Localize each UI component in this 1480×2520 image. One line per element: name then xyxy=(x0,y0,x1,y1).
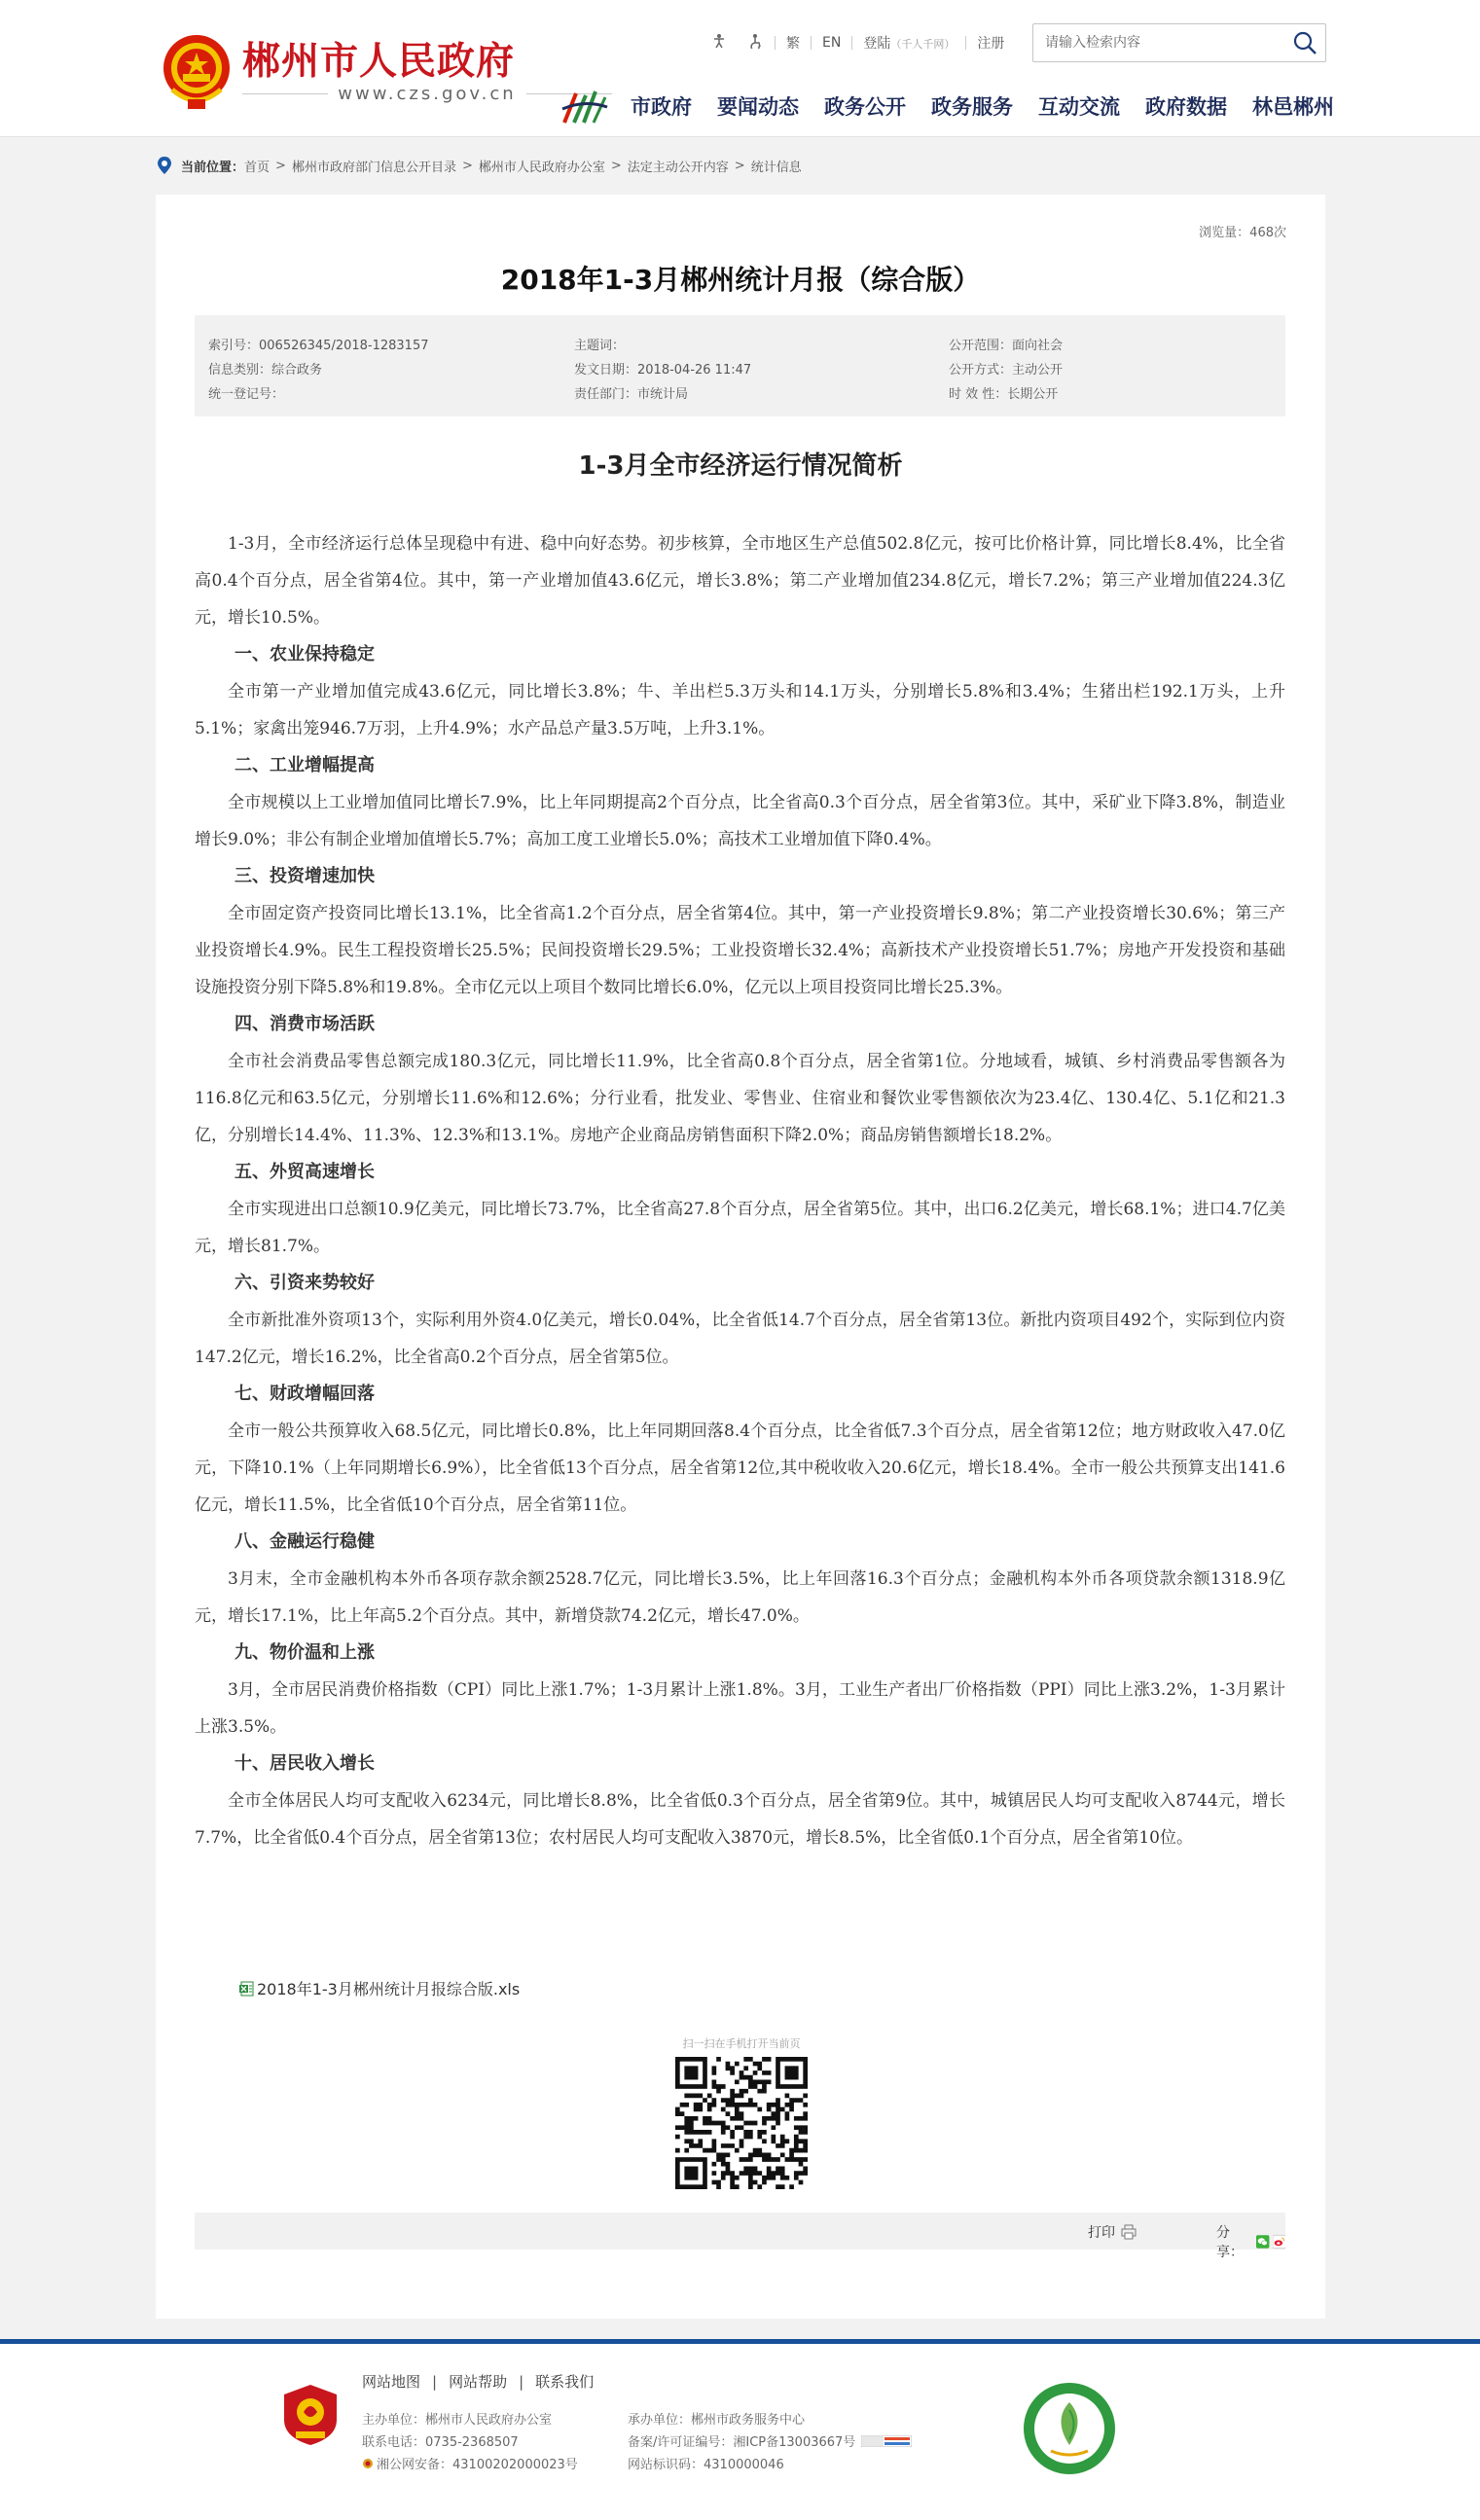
site-name: 郴州市人民政府 xyxy=(242,39,516,84)
nav-city-government[interactable]: 市政府 xyxy=(631,95,692,119)
search-icon[interactable] xyxy=(1292,30,1318,55)
paragraph-intro: 1-3月，全市经济运行总体呈现稳中有进、稳中向好态势。初步核算，全市地区生产总值502.8亿元，按可比价格计算，同比增长8.4%，比全省高0.4个百分点，居全省第4位。其中，第一产业增加值43.6亿元，增长3.8%；第二产业增加值234.8亿元，增长7.2%；第三产业增加值224.3亿元，增长10.5%。 xyxy=(195,534,1285,628)
traditional-chinese-link[interactable]: 繁 xyxy=(786,36,800,52)
footer-link-help[interactable]: 网站帮助 xyxy=(449,2373,508,2391)
paragraph: 全市全体居民人均可支配收入6234元，同比增长8.8%，比全省低0.3个百分点，居全省第9位。其中，城镇居民人均可支配收入8744元，增长7.7%，比全省低0.4个百分点，居全省第13位；农村居民人均可支配收入3870元，增长8.5%，比全省低0.1个百分点，居全省第10位。 xyxy=(195,1791,1285,1848)
breadcrumb-item-home[interactable]: 首页 xyxy=(244,160,271,175)
section-heading: 七、财政增幅回落 xyxy=(235,1384,375,1404)
section-heading: 六、引资来势较好 xyxy=(235,1273,375,1293)
section-heading: 十、居民收入增长 xyxy=(235,1753,375,1774)
breadcrumb-label: 当前位置： xyxy=(181,160,245,175)
share-group xyxy=(1216,2222,1285,2261)
section-heading: 二、工业增幅提高 xyxy=(235,755,375,775)
document-metadata xyxy=(195,315,1285,416)
paragraph: 3月，全市居民消费价格指数（CPI）同比上涨1.7%；1-3月累计上涨1.8%。3月，工业生产者出厂价格指数（PPI）同比上涨3.2%，1-3月累计上涨3.5%。 xyxy=(195,1680,1285,1737)
view-count: 浏览量：468次 xyxy=(1199,226,1286,240)
page-title: 2018年1-3月郴州统计月报（综合版） xyxy=(500,264,981,296)
meta-subject: 主题词： xyxy=(574,339,626,353)
attachment-name[interactable]: 2018年1-3月郴州统计月报综合版.xls xyxy=(257,1980,521,1998)
meta-scope: 公开范围：面向社会 xyxy=(949,339,1064,353)
paragraph: 全市社会消费品零售总额完成180.3亿元，同比增长11.9%，比全省高0.8个百分点，居全省第1位。分地域看，城镇、乡村消费品零售额各为116.8亿元和63.5亿元，分别增长11.6%和12.6%；分行业看，批发业、零售业、住宿业和餐饮业零售额依次为23.4亿、130.4亿、5.1亿和21.3亿，分别增长14.4%、11.3%、12.3%和13.1%。房地产企业商品房销售面积下降2.0%；商品房销售额增长18.2%。 xyxy=(195,1052,1285,1145)
qr-code xyxy=(675,2057,808,2189)
accessibility-icon[interactable] xyxy=(701,33,738,53)
meta-dept: 责任部门：市统计局 xyxy=(574,387,689,402)
section-heading: 三、投资增速加快 xyxy=(235,866,375,886)
meta-index-no: 索引号：006526345/2018-1283157 xyxy=(208,339,429,353)
paragraph: 全市新批准外资项13个，实际利用外资4.0亿美元，增长0.04%，比全省低14.7个百分点，居全省第13位。新批内资项目492个，实际到位内资147.2亿元，增长16.2%，比全省高0.2个百分点，居全省第5位。 xyxy=(195,1311,1285,1367)
login-link[interactable]: 登陆（千人千网） xyxy=(863,36,956,52)
section-heading: 一、农业保持稳定 xyxy=(235,644,375,665)
action-bar xyxy=(195,2213,1285,2260)
footer-links: 网站地图 | 网站帮助 | 联系我们 xyxy=(362,2372,595,2391)
paragraph: 全市实现进出口总额10.9亿美元，同比增长73.7%，比全省高27.8个百分点，居全省第5位。其中，出口6.2亿美元，增长68.1%；进口4.7亿美元，增长81.7%。 xyxy=(195,1200,1285,1256)
nav-government-data[interactable]: 政府数据 xyxy=(1145,95,1227,119)
site-url-text: www.czs.gov.cn xyxy=(338,84,517,104)
nav-news[interactable]: 要闻动态 xyxy=(717,95,799,119)
search-box xyxy=(1032,23,1326,62)
weibo-icon[interactable] xyxy=(1273,2234,1285,2250)
meta-category: 信息类别：综合政务 xyxy=(208,363,323,378)
footer-link-sitemap[interactable]: 网站地图 xyxy=(362,2373,421,2391)
qr-section xyxy=(673,2035,810,2193)
print-label: 打印 xyxy=(1088,2225,1115,2241)
breadcrumb-item-statistics[interactable]: 统计信息 xyxy=(750,160,802,175)
article-body xyxy=(195,525,1285,1856)
footer-site-code: 网站标识码：4310000046 xyxy=(628,2458,784,2472)
elderly-mode-icon[interactable] xyxy=(738,33,775,53)
english-link[interactable]: EN xyxy=(822,35,842,51)
utility-bar xyxy=(701,29,1015,56)
site-header xyxy=(0,0,1480,137)
police-badge-icon xyxy=(362,2458,374,2469)
paragraph: 3月末，全市金融机构本外币各项存款余额2528.7亿元，同比增长3.5%，比上年回落16.3个百分点；金融机构本外币各项贷款余额1318.9亿元，增长17.1%，比上年高5.2个百分点。其中，新增贷款74.2亿元，增长47.0%。 xyxy=(195,1569,1285,1626)
paragraph: 全市固定资产投资同比增长13.1%，比全省高1.2个百分点，居全省第4位。其中，第一产业投资增长9.8%；第二产业投资增长30.6%；第三产业投资增长4.9%。民生工程投资增长25.5%；民间投资增长29.5%；工业投资增长32.4%；高新技术产业投资增长51.7%；房地产开发投资和基础设施投资分别下降5.8%和19.8%。全市亿元以上项目个数同比增长6.0%，亿元以上项目投资同比增长25.3%。 xyxy=(195,904,1285,997)
footer-police-record[interactable]: 湘公网安备：43100202000023号 xyxy=(362,2454,578,2472)
section-heading: 五、外贸高速增长 xyxy=(235,1162,375,1182)
breadcrumb: 当前位置： 首页 > 郴州市政府部门信息公开目录 > 郴州市人民政府办公室 > 法定主动公开内容 > 统计信息 xyxy=(156,154,802,177)
site-url xyxy=(242,84,612,104)
share-label: 分享： xyxy=(1216,2225,1244,2260)
paragraph: 全市第一产业增加值完成43.6亿元，同比增长3.8%；牛、羊出栏5.3万头和14.1万头，分别增长5.8%和3.4%；生猪出栏192.1万头，上升5.1%；家禽出笼946.7万羽，上升4.9%；水产品总产量3.5万吨，上升3.1%。 xyxy=(195,682,1285,738)
footer-link-contact[interactable]: 联系我们 xyxy=(535,2373,595,2391)
breadcrumb-item-catalog[interactable]: 郴州市政府部门信息公开目录 xyxy=(291,160,456,175)
wechat-icon[interactable] xyxy=(1256,2234,1269,2250)
location-pin-icon xyxy=(156,156,173,175)
section-heading: 八、金融运行稳健 xyxy=(235,1531,375,1552)
section-heading: 九、物价温和上涨 xyxy=(235,1642,375,1663)
section-heading: 四、消费市场活跃 xyxy=(235,1014,375,1034)
cnzz-stats-icon[interactable] xyxy=(861,2435,912,2447)
paragraph: 全市一般公共预算收入68.5亿元，同比增长0.8%，比上年同期回落8.4个百分点，比全省低7.3个百分点，居全省第12位；地方财政收入47.0亿元，下降10.1%（上年同期增长6.9%），比全省低13个百分点，居全省第12位,其中税收收入20.6亿元，增长18.4%。全市一般公共预算支出141.6亿元，增长11.5%，比全省低10个百分点，居全省第11位。 xyxy=(195,1422,1285,1515)
footer-phone: 联系电话：0735-2368507 xyxy=(362,2435,519,2450)
site-footer xyxy=(0,2339,1480,2520)
register-link[interactable]: 注册 xyxy=(977,36,1005,52)
article-panel xyxy=(156,195,1325,2319)
nav-decoration-icon xyxy=(560,86,609,126)
print-button[interactable] xyxy=(1088,2222,1137,2242)
print-icon xyxy=(1121,2224,1137,2240)
nav-public-affairs[interactable]: 政务公开 xyxy=(824,95,906,119)
paragraph: 全市规模以上工业增加值同比增长7.9%，比上年同期提高2个百分点，比全省高0.3个百分点，居全省第3位。其中，采矿业下降3.8%，制造业增长9.0%；非公有制企业增加值增长5.7%；高加工度工业增长5.0%；高技术工业增加值下降0.4%。 xyxy=(195,793,1285,849)
footer-operator: 承办单位：郴州市政务服务中心 xyxy=(628,2413,806,2428)
national-emblem-icon xyxy=(159,29,235,113)
footer-icp[interactable]: 备案/许可证编号：湘ICP备13003667号 xyxy=(628,2431,912,2450)
footer-sponsor: 主办单位：郴州市人民政府办公室 xyxy=(362,2413,553,2428)
nav-government-services[interactable]: 政务服务 xyxy=(931,95,1013,119)
meta-date: 发文日期：2018-04-26 11:47 xyxy=(574,363,752,378)
meta-reg-no: 统一登记号： xyxy=(208,387,285,402)
meta-validity: 时 效 性：长期公开 xyxy=(949,387,1059,402)
main-nav xyxy=(621,91,1347,121)
attachment-link[interactable] xyxy=(239,1977,520,1999)
xls-file-icon xyxy=(239,1981,255,1997)
article-subtitle: 1-3月全市经济运行情况简析 xyxy=(578,451,903,481)
meta-method: 公开方式：主动公开 xyxy=(949,363,1064,378)
qr-caption: 扫一扫在手机打开当前页 xyxy=(682,2037,801,2050)
nav-linyi-chenzhou[interactable]: 林邑郴州 xyxy=(1252,95,1334,119)
party-government-badge-icon[interactable] xyxy=(282,2383,339,2447)
breadcrumb-item-statutory[interactable]: 法定主动公开内容 xyxy=(627,160,729,175)
search-input[interactable] xyxy=(1043,24,1281,61)
nav-interaction[interactable]: 互动交流 xyxy=(1038,95,1120,119)
civilization-seal-icon[interactable] xyxy=(1022,2381,1117,2476)
breadcrumb-item-office[interactable]: 郴州市人民政府办公室 xyxy=(478,160,605,175)
